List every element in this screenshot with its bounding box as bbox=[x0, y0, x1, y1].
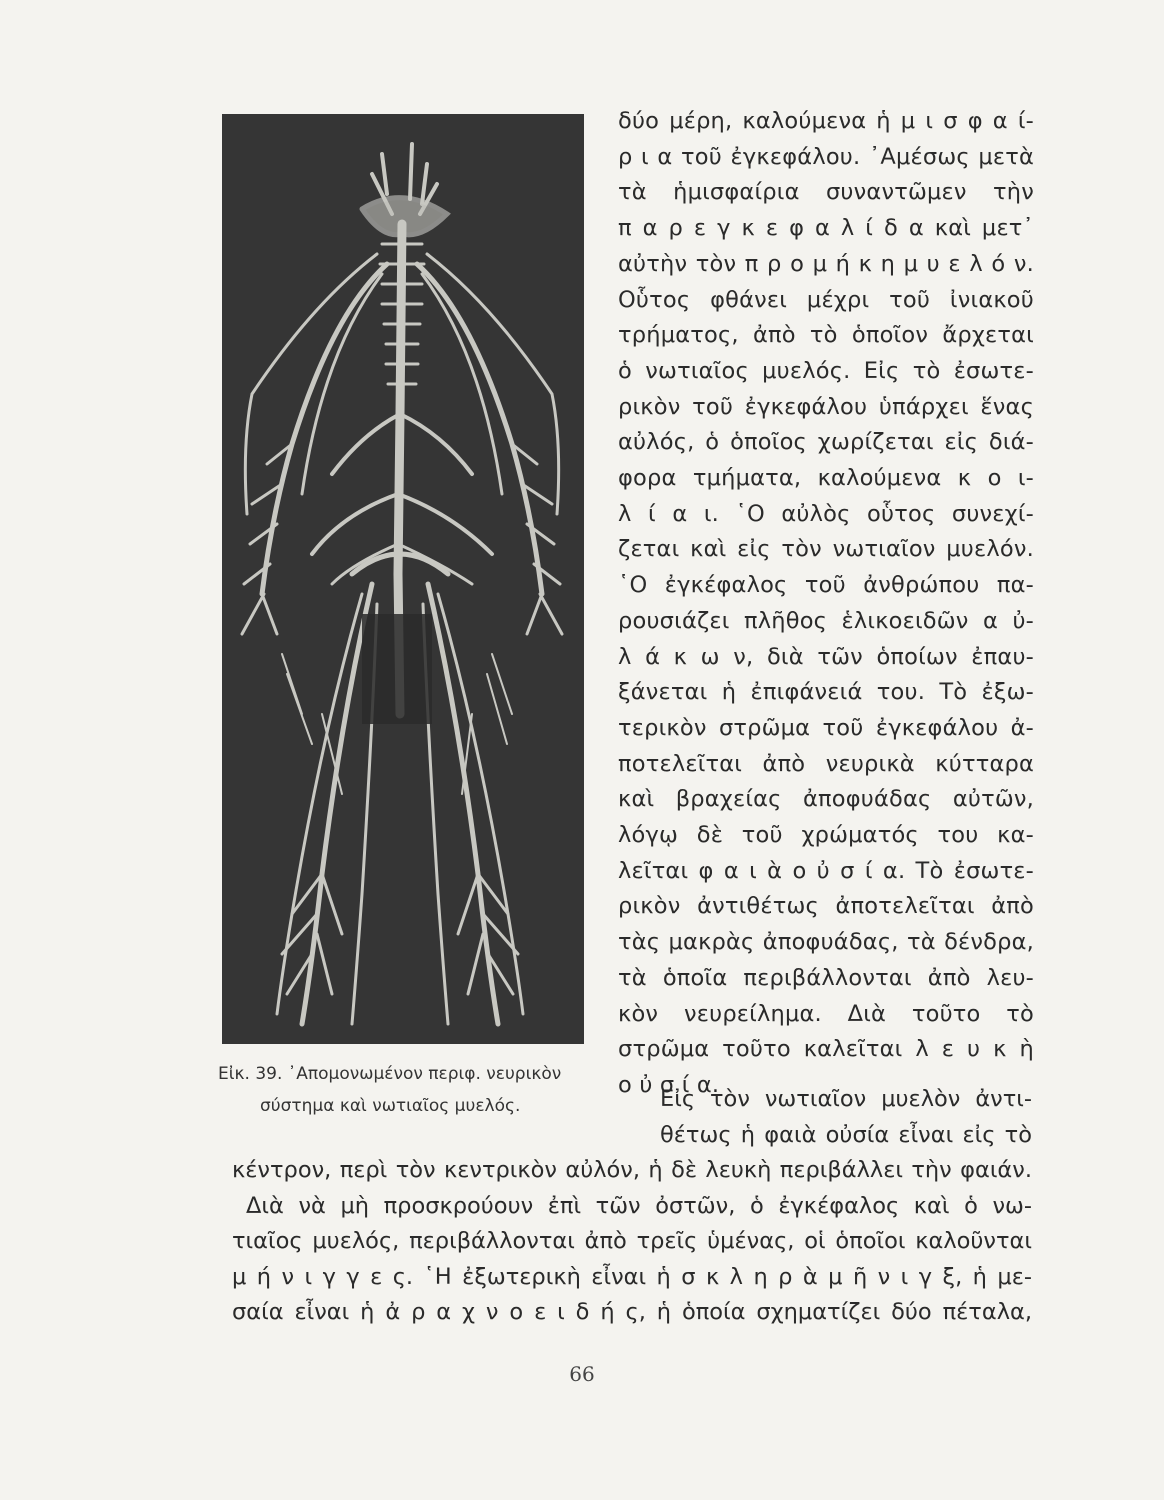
text-line: Εἰς τὸν νωτιαῖον μυελὸν ἀντι- bbox=[660, 1086, 1032, 1112]
text-line: τὰς μακρὰς ἀποφυάδας, τὰ δένδρα, bbox=[618, 929, 1034, 956]
text-line: λ ί α ι. ῾Ο αὐλὸς οὗτος συνεχί- bbox=[618, 500, 1034, 527]
text-line: ποτελεῖται ἀπὸ νευρικὰ κύτταρα bbox=[618, 750, 1034, 777]
text-line: λεῖται φ α ι ὰ ο ὐ σ ί α. Τὸ ἐσωτε- bbox=[618, 857, 1034, 884]
text-line: τιαῖος μυελός, περιβάλλονται ἀπὸ τρεῖς ὑμένας, οἱ ὁποῖοι καλοῦνται bbox=[232, 1228, 1032, 1254]
full-width-text bbox=[232, 1082, 1032, 1331]
nervous-system-illustration bbox=[222, 114, 584, 1044]
caption-line: Εἰκ. 39. ᾿Απομονωμένον περιφ. νευρικὸν bbox=[218, 1064, 562, 1084]
text-line: ῾Ο ἐγκέφαλος τοῦ ἀνθρώπου πα- bbox=[618, 572, 1034, 599]
text-line: δύο μέρη, καλούμενα ἡ μ ι σ φ α ί- bbox=[618, 108, 1034, 134]
text-line: τὰ ὁποῖα περιβάλλονται ἀπὸ λευ- bbox=[618, 964, 1034, 991]
text-line: Διὰ νὰ μὴ προσκρούουν ἐπὶ τῶν ὀστῶν, ὁ ἐγκέφαλος καὶ ὁ νω- bbox=[246, 1192, 1032, 1219]
text-line: τὰ ἡμισφαίρια συναντῶμεν τὴν bbox=[618, 179, 1034, 206]
text-line: στρῶμα τοῦτο καλεῖται λ ε υ κ ὴ bbox=[618, 1036, 1034, 1063]
text-line: μ ή ν ι γ γ ε ς. ῾Η ἐξωτερικὴ εἶναι ἡ σ κ λ η ρ ὰ μ ῆ ν ι γ ξ, ἡ με- bbox=[232, 1263, 1032, 1290]
text-line: ξάνεται ἡ ἐπιφάνειά του. Τὸ ἐξω- bbox=[618, 679, 1034, 706]
right-column-text bbox=[618, 104, 1034, 1104]
text-line: θέτως ἡ φαιὰ οὐσία εἶναι εἰς τὸ bbox=[660, 1121, 1032, 1148]
text-line: ρουσιάζει πλῆθος ἑλικοειδῶν α ὐ- bbox=[618, 607, 1034, 634]
text-line: φορα τμήματα, καλούμενα κ ο ι- bbox=[618, 465, 1034, 492]
text-line: ο ὐ σ ί α. bbox=[618, 1071, 720, 1098]
text-line: τρήματος, ἀπὸ τὸ ὁποῖον ἄρχεται bbox=[618, 322, 1034, 349]
text-line: π α ρ ε γ κ ε φ α λ ί δ α καὶ μετ᾿ bbox=[618, 215, 1034, 242]
text-line: σαία εἶναι ἡ ἀ ρ α χ ν ο ε ι δ ή ς, ἡ ὁποία σχηματίζει δύο πέταλα, bbox=[232, 1299, 1032, 1325]
text-line: αὐτὴν τὸν π ρ ο μ ή κ η μ υ ε λ ό ν. bbox=[618, 250, 1034, 277]
caption-line: σύστημα καὶ νωτιαῖος μυελός. bbox=[260, 1096, 521, 1116]
text-line: καὶ βραχείας ἀποφυάδας αὐτῶν, bbox=[618, 786, 1034, 813]
text-line: ρικὸν ἀντιθέτως ἀποτελεῖται ἀπὸ bbox=[618, 893, 1034, 920]
text-line: ρ ι α τοῦ ἐγκεφάλου. ᾿Αμέσως μετὰ bbox=[618, 143, 1034, 170]
text-line: Οὗτος φθάνει μέχρι τοῦ ἰνιακοῦ bbox=[618, 286, 1034, 313]
text-line: αὐλός, ὁ ὁποῖος χωρίζεται εἰς διά- bbox=[618, 429, 1034, 456]
text-line: τερικὸν στρῶμα τοῦ ἐγκεφάλου ἀ- bbox=[618, 714, 1034, 741]
text-line: ρικὸν τοῦ ἐγκεφάλου ὑπάρχει ἕνας bbox=[618, 393, 1034, 420]
text-line: λόγῳ δὲ τοῦ χρώματός του κα- bbox=[618, 822, 1034, 849]
text-line: ζεται καὶ εἰς τὸν νωτιαῖον μυελόν. bbox=[618, 536, 1034, 563]
text-line: ὁ νωτιαῖος μυελός. Εἰς τὸ ἐσωτε- bbox=[618, 357, 1034, 384]
page-number: 66 bbox=[569, 1362, 595, 1386]
text-line: λ ά κ ω ν, διὰ τῶν ὁποίων ἐπαυ- bbox=[618, 643, 1034, 670]
text-line: κέντρον, περὶ τὸν κεντρικὸν αὐλόν, ἡ δὲ λευκὴ περιβάλλει τὴν φαιάν. bbox=[232, 1157, 1032, 1183]
nervous-system-figure bbox=[222, 114, 584, 1044]
text-line: κὸν νευρείλημα. Διὰ τοῦτο τὸ bbox=[618, 1000, 1034, 1027]
